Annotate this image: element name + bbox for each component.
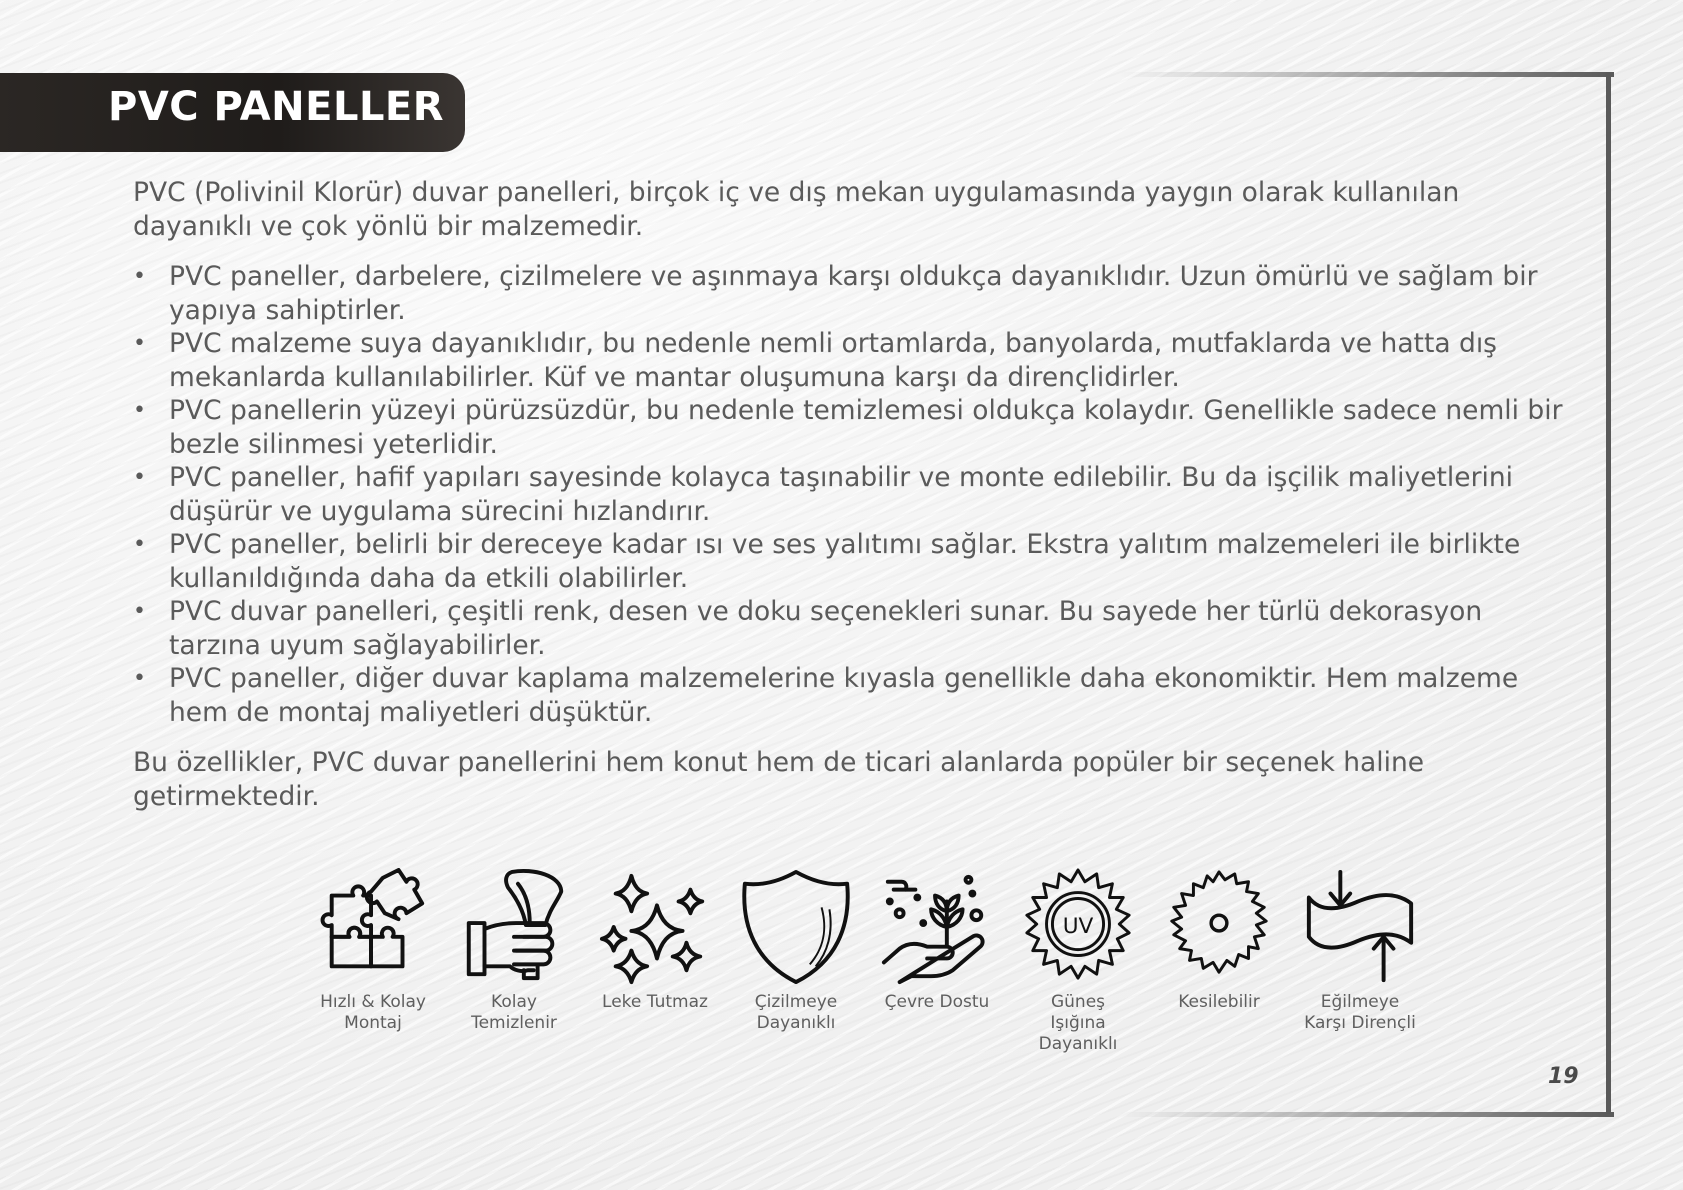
hand-plant-icon (878, 868, 996, 986)
feature-label: Eğilmeye Karşı Dirençli (1304, 992, 1416, 1033)
shield-icon (737, 868, 855, 986)
uv-text: UV (1062, 913, 1094, 939)
feature-label: Çizilmeye Dayanıklı (754, 992, 838, 1033)
feature-cuttable (1144, 868, 1294, 1013)
feature-label: Kolay Temizlenir (471, 992, 557, 1033)
main-content (133, 176, 1563, 813)
bullet-item: • PVC paneller, hafif yapıları sayesinde kolayca taşınabilir ve monte edilebilir. Bu da işçilik maliyetlerini düşürür ve uygulama sürecini hızlandırır. (133, 461, 1563, 528)
feature-uv-resistant (1003, 868, 1153, 1055)
puzzle-icon (314, 868, 432, 986)
bullet-item: • PVC malzeme suya dayanıklıdır, bu nedenle nemli ortamlarda, banyolarda, mutfaklarda ve hatta dış mekanlarda kullanılabilirler. Küf ve mantar oluşumuna karşı da dirençlidirler. (133, 327, 1563, 394)
bullet-item: • PVC paneller, belirli bir dereceye kadar ısı ve ses yalıtımı sağlar. Ekstra yalıtım malzemeleri ile birlikte kullanıldığında daha da etkili olabilirler. (133, 528, 1563, 595)
hand-cloth-icon (455, 868, 573, 986)
bullet-item: • PVC duvar panelleri, çeşitli renk, desen ve doku seçenekleri sunar. Bu sayede her türlü dekorasyon tarzına uyum sağlayabilirler. (133, 595, 1563, 662)
feature-easy-clean (439, 868, 589, 1034)
feature-icons-row (298, 868, 1438, 1068)
frame-top-line (1120, 72, 1614, 77)
feature-bend-resistant (1285, 868, 1435, 1034)
bullet-item: • PVC paneller, darbelere, çizilmelere ve aşınmaya karşı oldukça dayanıklıdır. Uzun ömürlü ve sağlam bir yapıya sahiptirler. (133, 260, 1563, 327)
sparkles-icon (596, 868, 714, 986)
feature-bullet-list (133, 260, 1563, 729)
bullet-item: • PVC panellerin yüzeyi pürüzsüzdür, bu nedenle temizlemesi oldukça kolaydır. Genellikle sadece nemli bir bezle silinmesi yeterlidir. (133, 394, 1563, 461)
saw-blade-icon (1160, 868, 1278, 986)
bend-arrows-icon (1301, 868, 1419, 986)
page-number: 19 (1548, 1064, 1579, 1089)
feature-quick-install (298, 868, 448, 1034)
bullet-item: • PVC paneller, diğer duvar kaplama malzemelerine kıyasla genellikle daha ekonomiktir. Hem malzeme hem de montaj maliyetleri düşüktür. (133, 662, 1563, 729)
feature-scratch-resistant (721, 868, 871, 1034)
feature-label: Hızlı & Kolay Montaj (320, 992, 426, 1033)
feature-label: Güneş Işığına Dayanıklı (1038, 992, 1118, 1054)
feature-label: Kesilebilir (1178, 992, 1260, 1012)
feature-eco-friendly (862, 868, 1012, 1013)
feature-label: Leke Tutmaz (602, 992, 708, 1012)
conclusion-paragraph: Bu özellikler, PVC duvar panellerini hem konut hem de ticari alanlarda popüler bir seçenek haline getirmektedir. (133, 747, 1425, 812)
feature-stain-resistant (580, 868, 730, 1013)
feature-label: Çevre Dostu (884, 992, 990, 1012)
intro-paragraph: PVC (Polivinil Klorür) duvar panelleri, birçok iç ve dış mekan uygulamasında yaygın olarak kullanılan dayanıklı ve çok yönlü bir malzemedir. (133, 177, 1460, 242)
uv-sun-icon (1019, 868, 1137, 986)
page-title: PVC PANELLER (108, 84, 445, 130)
frame-bottom-line (1120, 1112, 1614, 1117)
